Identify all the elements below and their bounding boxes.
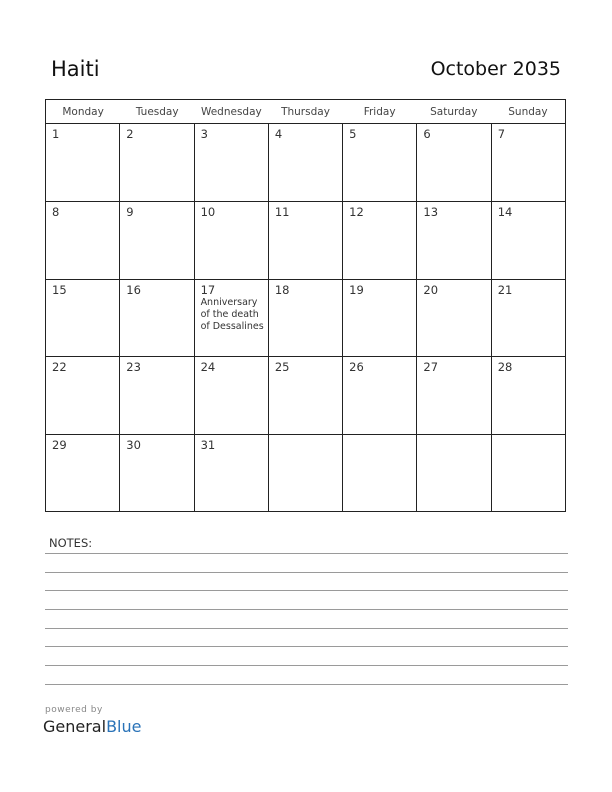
day-number: 16 [126,282,141,297]
day-number: 12 [349,204,364,219]
day-number: 4 [274,127,283,141]
brand-blue-text: Blue [106,717,142,736]
day-number: 28 [497,360,513,375]
country-title: Haiti [51,57,100,81]
day-number: 23 [126,360,141,375]
month-year-title: October 2035 [430,58,561,80]
day-cell [343,280,417,357]
day-number: 8 [52,204,60,219]
day-cell [417,202,491,279]
day-cell [492,124,565,201]
day-cell [417,357,491,434]
day-number: 30 [126,438,141,453]
day-cell [269,357,343,434]
day-cell [120,435,194,512]
day-cell [343,124,417,201]
weekday-friday: Friday [363,106,396,118]
day-cell [417,435,491,512]
day-number: 26 [349,360,364,375]
day-cell [269,435,343,512]
notes-line [45,628,568,629]
day-number: 5 [349,127,357,141]
notes-line [45,684,568,685]
day-cell [343,435,417,512]
day-cell [46,357,120,434]
weekday-saturday: Saturday [430,106,478,118]
notes-line [45,665,568,666]
day-cell [120,357,194,434]
day-number: 31 [200,438,216,453]
day-number: 24 [200,360,216,375]
powered-by-text: powered by [45,705,103,715]
day-cell [269,124,343,201]
day-cell [195,202,269,279]
day-number: 27 [423,360,439,375]
calendar-weeks [46,124,565,512]
day-cell [46,280,120,357]
day-number: 18 [274,282,290,297]
brand-general-text: General [43,717,107,736]
day-number: 21 [497,282,513,297]
weekday-monday: Monday [62,106,104,118]
day-number: 1 [52,127,60,141]
weekday-sunday: Sunday [508,106,548,118]
holiday-label: Anniversary of the death of Dessalines [200,296,264,332]
day-number: 3 [200,127,208,141]
calendar-grid [45,99,566,512]
day-cell [492,202,565,279]
weekday-wednesday: Wednesday [200,106,262,118]
notes-line [45,572,568,573]
weekday-header-row [46,100,565,124]
notes-label: NOTES: [49,536,93,550]
day-number: 9 [126,204,134,219]
day-cell [195,435,269,512]
calendar-week-row [46,435,565,512]
day-cell [46,124,120,201]
day-cell [269,202,343,279]
notes-line [45,553,568,554]
day-number: 22 [52,360,67,375]
weekday-tuesday: Tuesday [135,106,179,118]
notes-line [45,590,568,591]
day-number: 2 [126,127,134,141]
day-number: 19 [349,282,364,297]
day-number: 20 [423,282,439,297]
calendar-week-row [46,280,565,358]
day-number: 13 [423,204,439,219]
day-number: 29 [52,438,67,453]
day-cell [417,280,491,357]
generalblue-logo [43,717,141,737]
day-cell [417,124,491,201]
day-cell [46,202,120,279]
day-cell [492,435,565,512]
notes-line [45,609,568,610]
day-number: 6 [423,127,431,141]
day-cell [120,124,194,201]
day-number: 14 [497,204,513,219]
day-number: 25 [274,360,290,375]
day-cell [492,357,565,434]
day-cell [120,280,194,357]
calendar-week-row [46,357,565,435]
notes-line [45,646,568,647]
day-number: 17 [200,282,216,297]
day-number: 7 [497,127,506,141]
day-number: 11 [274,204,290,219]
weekday-thursday: Thursday [281,106,330,118]
day-cell [195,124,269,201]
day-cell [46,435,120,512]
day-number: 15 [52,282,67,297]
day-cell [343,202,417,279]
day-cell [492,280,565,357]
day-cell [195,357,269,434]
day-cell [195,280,269,357]
calendar-week-row [46,124,565,202]
day-cell [120,202,194,279]
day-number: 10 [200,204,216,219]
calendar-week-row [46,202,565,280]
day-cell [343,357,417,434]
day-cell [269,280,343,357]
